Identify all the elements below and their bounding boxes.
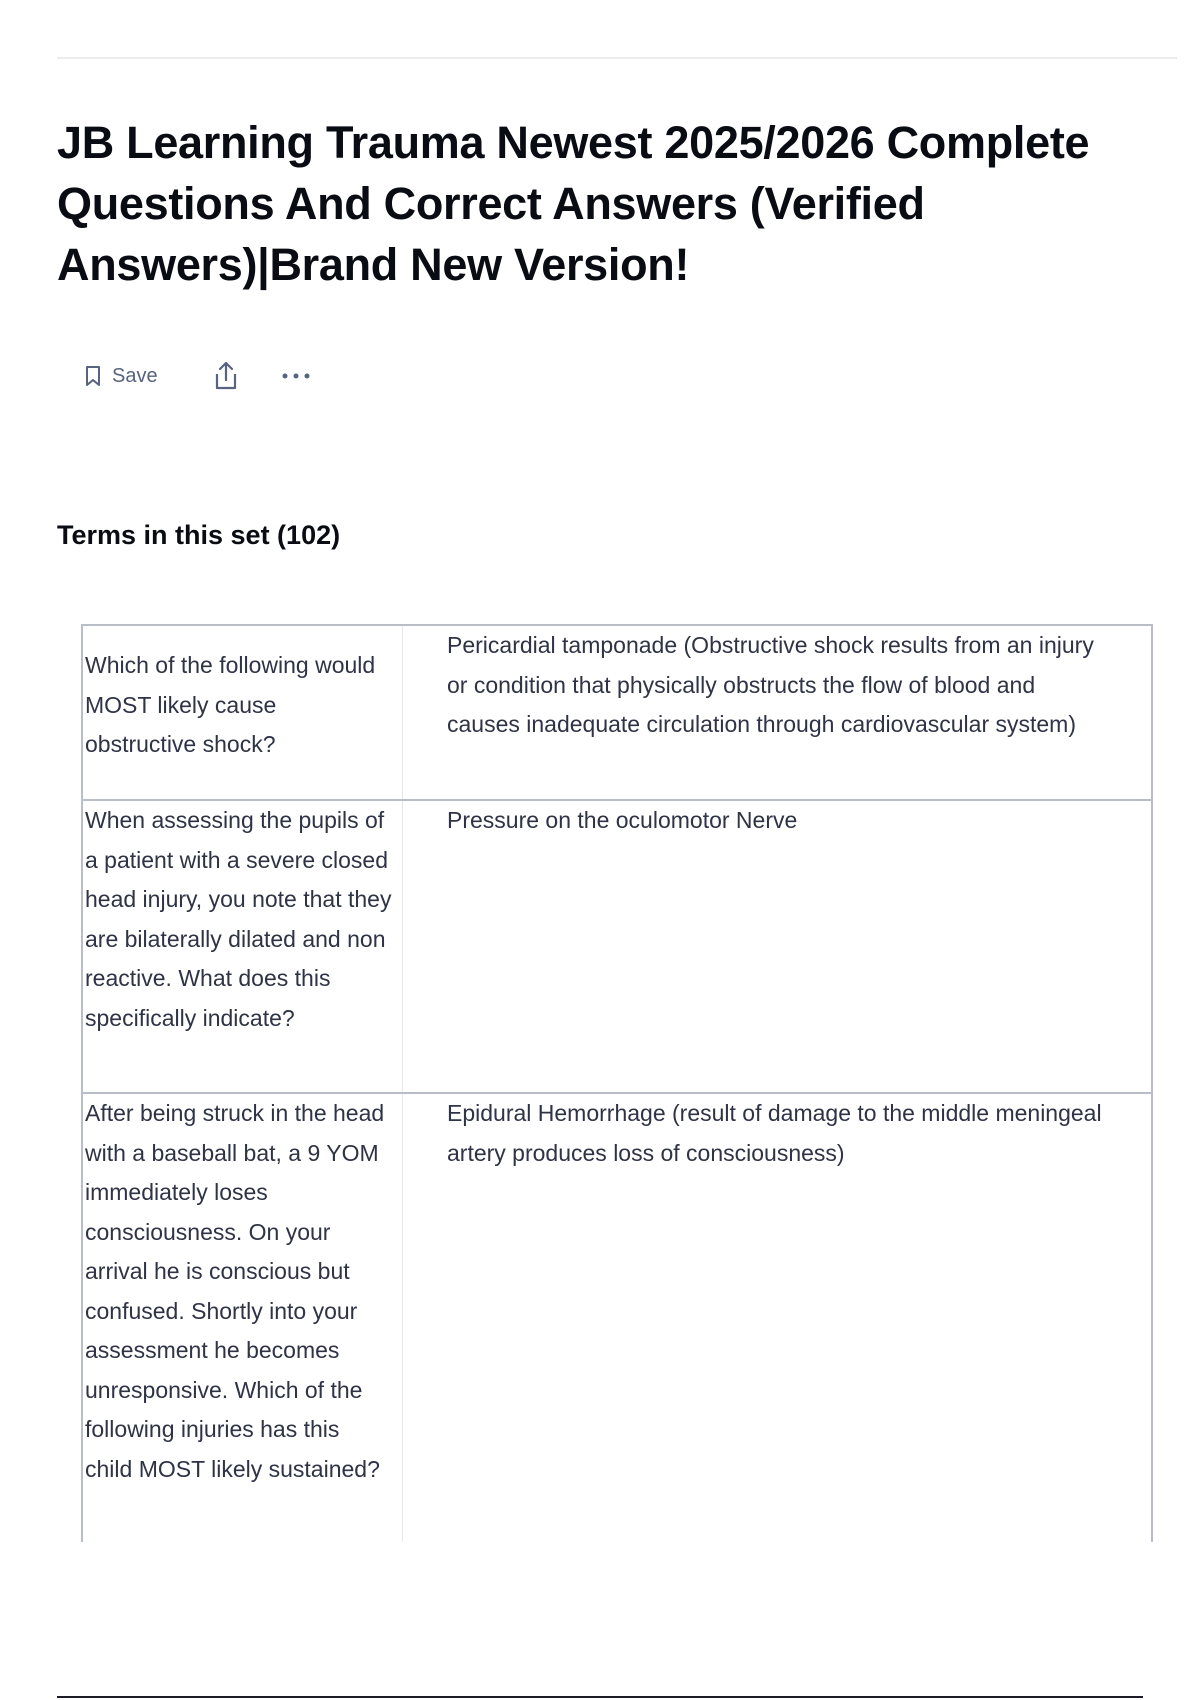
term-text: When assessing the pupils of a patient with a severe closed head injury, you note that they are bilaterally dilated and non reactive. What does this specifically indicate? bbox=[83, 801, 403, 1092]
top-divider bbox=[57, 57, 1177, 59]
share-icon[interactable] bbox=[212, 360, 240, 392]
definition-text: Pressure on the oculomotor Nerve bbox=[447, 807, 798, 833]
term-text: After being struck in the head with a baseball bat, a 9 YOM immediately loses consciousness. On your arrival he is conscious but confused. Shortly into your assessment he becomes unresponsive. Which of the following injuries has this child MOST likely sustained? bbox=[83, 1094, 403, 1542]
term-text: Which of the following would MOST likely cause obstructive shock? bbox=[83, 626, 403, 799]
definition-text: Epidural Hemorrhage (result of damage to the middle meningeal artery produces loss of consciousness) bbox=[447, 1100, 1102, 1166]
bottom-divider bbox=[57, 1696, 1143, 1698]
term-row[interactable] bbox=[83, 1094, 1151, 1542]
terms-table bbox=[81, 624, 1153, 1542]
page-title: JB Learning Trauma Newest 2025/2026 Complete Questions And Correct Answers (Verified Answers)|Brand New Version! bbox=[57, 117, 1090, 290]
bookmark-icon bbox=[84, 365, 102, 387]
terms-heading: Terms in this set (102) bbox=[57, 520, 341, 550]
save-button[interactable] bbox=[84, 365, 158, 388]
more-icon[interactable] bbox=[280, 370, 312, 382]
term-row[interactable] bbox=[83, 626, 1151, 801]
term-row[interactable] bbox=[83, 801, 1151, 1094]
action-bar bbox=[84, 358, 312, 394]
save-label: Save bbox=[112, 364, 158, 387]
definition-text: Pericardial tamponade (Obstructive shock results from an injury or condition that physically obstructs the flow of blood and causes inadequate circulation through cardiovascular system) bbox=[447, 632, 1094, 737]
